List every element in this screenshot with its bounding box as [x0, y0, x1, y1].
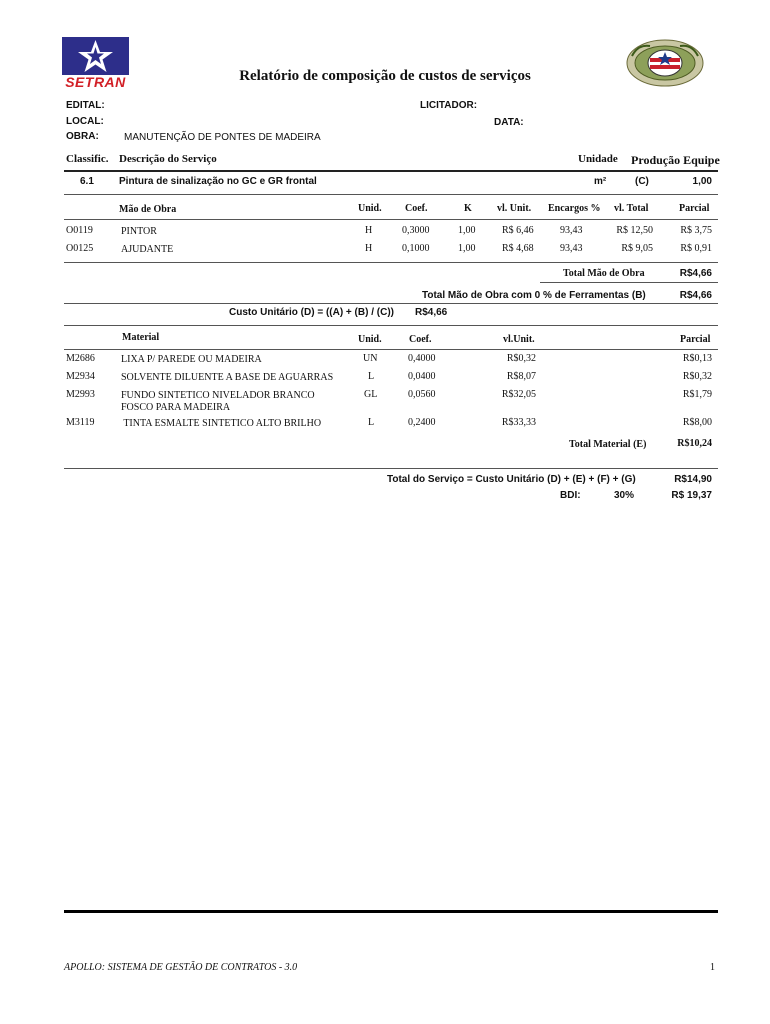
labor-code: O0119	[66, 225, 93, 236]
material-coef: 0,2400	[408, 417, 436, 428]
labor-title: Mão de Obra	[119, 204, 177, 215]
service-code: 6.1	[80, 176, 94, 187]
service-unit: m²	[594, 176, 607, 187]
footer-system: APOLLO: SISTEMA DE GESTÃO DE CONTRATOS - 3.0	[64, 962, 298, 973]
service-divider	[64, 194, 718, 195]
labor-rows-divider	[64, 262, 718, 263]
labor-total-divider	[540, 282, 718, 283]
obra-value: MANUTENÇÃO DE PONTES DE MADEIRA	[124, 132, 321, 143]
labor-encargos: 93,43	[560, 243, 583, 254]
material-unid: UN	[363, 353, 378, 364]
material-coef: 0,0400	[408, 371, 436, 382]
bdi-label: BDI:	[560, 490, 581, 501]
labor-code: O0125	[66, 243, 94, 254]
data-label: DATA:	[494, 117, 524, 128]
service-description: Pintura de sinalização no GC e GR frontal	[119, 176, 317, 187]
labor-vlunit: R$ 6,46	[502, 225, 534, 236]
labor-header-divider	[64, 219, 718, 220]
service-total-value: R$14,90	[674, 474, 712, 485]
material-header-divider	[64, 349, 718, 350]
labor-parcial: R$ 0,91	[680, 243, 712, 254]
report-title: Relatório de composição de custos de serviços	[239, 68, 531, 84]
material-parcial: R$0,13	[682, 353, 712, 364]
material-total-divider	[64, 468, 718, 469]
material-code: M3119	[66, 417, 95, 428]
material-title: Material	[122, 332, 160, 343]
labor-coef-header: Coef.	[405, 203, 428, 214]
labor-k: 1,00	[458, 225, 476, 236]
obra-label: OBRA:	[66, 131, 99, 142]
material-desc: FUNDO SINTETICO NIVELADOR BRANCO	[121, 390, 315, 401]
material-coef: 0,0560	[408, 389, 436, 400]
material-parcial: R$0,32	[682, 371, 712, 382]
material-parcial: R$1,79	[682, 389, 712, 400]
material-unid: L	[368, 417, 375, 428]
material-vlunit: R$8,07	[506, 371, 536, 382]
labor-total-label: Total Mão de Obra	[563, 268, 645, 279]
material-desc: TINTA ESMALTE SINTETICO ALTO BRILHO	[121, 418, 322, 429]
labor-parcial-header: Parcial	[679, 203, 710, 214]
labor-vlunit-header: vl. Unit.	[497, 203, 532, 214]
labor-encargos: 93,43	[560, 225, 583, 236]
unidade-header: Unidade	[578, 153, 618, 165]
material-vlunit-header: vl.Unit.	[503, 334, 535, 345]
logo-text: SETRAN	[65, 74, 126, 90]
labor-desc: PINTOR	[121, 226, 157, 237]
bdi-percent: 30%	[614, 490, 635, 501]
labor-k: 1,00	[458, 243, 476, 254]
unit-cost-divider	[64, 325, 718, 326]
classific-header: Classific.	[66, 153, 109, 165]
labor-encargos-header: Encargos %	[548, 203, 601, 214]
material-coef-header: Coef.	[409, 334, 432, 345]
labor-vlunit: R$ 4,68	[502, 243, 534, 254]
service-total-label: Total do Serviço = Custo Unitário (D) + (E) + (F) + (G)	[387, 474, 636, 485]
unit-cost-label: Custo Unitário (D) = ((A) + (B) / (C))	[229, 307, 394, 318]
material-code: M2686	[66, 353, 95, 364]
unit-cost-value: R$4,66	[415, 307, 448, 318]
edital-label: EDITAL:	[66, 100, 105, 111]
material-parcial-header: Parcial	[680, 334, 711, 345]
labor-vltotal: R$ 12,50	[616, 225, 653, 236]
labor-tools-value: R$4,66	[679, 290, 712, 301]
material-coef: 0,4000	[408, 353, 436, 364]
service-production-code: (C)	[635, 176, 649, 187]
material-unid: GL	[364, 389, 378, 400]
producao-header: Produção Equipe	[631, 153, 720, 167]
material-total-label: Total Material (E)	[569, 439, 647, 450]
service-header-divider	[64, 170, 718, 172]
bdi-value: R$ 19,37	[671, 490, 712, 501]
material-desc-line2: FOSCO PARA MADEIRA	[121, 402, 231, 413]
material-code: M2934	[66, 371, 95, 382]
labor-unid-header: Unid.	[358, 203, 382, 214]
material-desc: SOLVENTE DILUENTE A BASE DE AGUARRAS	[121, 372, 334, 383]
labor-coef: 0,1000	[402, 243, 430, 254]
licitador-label: LICITADOR:	[420, 100, 478, 111]
service-production-value: 1,00	[692, 176, 712, 187]
labor-vltotal-header: vl. Total	[614, 203, 649, 214]
descricao-header: Descrição do Serviço	[119, 153, 217, 165]
material-code: M2993	[66, 389, 95, 400]
labor-coef: 0,3000	[402, 225, 430, 236]
labor-tools-label: Total Mão de Obra com 0 % de Ferramentas (B)	[422, 290, 646, 301]
labor-total-value: R$4,66	[679, 268, 712, 279]
labor-vltotal: R$ 9,05	[621, 243, 653, 254]
labor-unid: H	[365, 243, 373, 254]
labor-desc: AJUDANTE	[121, 244, 174, 255]
material-vlunit: R$0,32	[506, 353, 536, 364]
labor-unid: H	[365, 225, 373, 236]
local-label: LOCAL:	[66, 116, 104, 127]
material-desc: LIXA P/ PAREDE OU MADEIRA	[121, 354, 262, 365]
labor-parcial: R$ 3,75	[680, 225, 712, 236]
material-vlunit: R$33,33	[501, 417, 536, 428]
material-unid: L	[368, 371, 375, 382]
labor-k-header: K	[464, 203, 472, 214]
labor-tools-divider	[64, 303, 718, 304]
material-parcial: R$8,00	[682, 417, 712, 428]
material-total-value: R$10,24	[677, 438, 712, 449]
footer-divider	[64, 910, 718, 913]
page-number: 1	[710, 962, 715, 973]
material-vlunit: R$32,05	[501, 389, 536, 400]
material-unid-header: Unid.	[358, 334, 382, 345]
